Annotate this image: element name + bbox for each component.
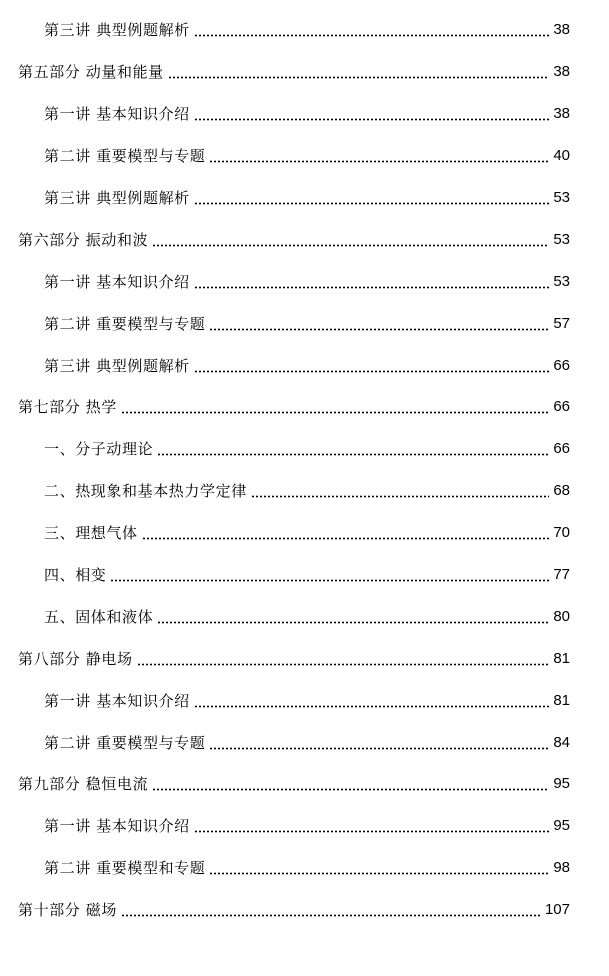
toc-entry-title: 三、理想气体 xyxy=(44,524,138,543)
toc-entry[interactable] xyxy=(0,595,609,637)
dot-leader xyxy=(209,160,549,163)
toc-entry-page: 38 xyxy=(553,21,570,39)
toc-entry-title: 第一讲 基本知识介绍 xyxy=(44,817,190,836)
toc-entry-title: 第八部分 静电场 xyxy=(18,649,133,668)
toc-entry-page: 53 xyxy=(553,272,570,290)
dot-leader xyxy=(209,328,549,331)
dot-leader xyxy=(121,411,549,414)
toc-entry-title: 第九部分 稳恒电流 xyxy=(18,775,149,794)
dot-leader xyxy=(194,830,550,833)
toc-entry-page: 95 xyxy=(553,817,570,835)
toc-entry-page: 70 xyxy=(553,524,570,542)
toc-entry-page: 66 xyxy=(553,440,570,458)
dot-leader xyxy=(194,118,550,121)
toc-entry-title: 第二讲 重要模型与专题 xyxy=(44,147,206,166)
toc-entry[interactable] xyxy=(0,470,609,512)
toc-entry-title: 第二讲 重要模型和专题 xyxy=(44,859,206,878)
toc-entry-title: 第五部分 动量和能量 xyxy=(18,63,164,82)
toc-entry-title: 五、固体和液体 xyxy=(44,607,154,626)
toc-entry[interactable] xyxy=(0,260,609,302)
dot-leader xyxy=(121,914,541,917)
toc-entry-title: 第二讲 重要模型与专题 xyxy=(44,733,206,752)
dot-leader xyxy=(194,34,550,37)
toc-entry[interactable] xyxy=(0,679,609,721)
toc-entry-title: 第一讲 基本知识介绍 xyxy=(44,691,190,710)
toc-entry-page: 66 xyxy=(553,398,570,416)
toc-entry[interactable] xyxy=(0,554,609,596)
toc-entry[interactable] xyxy=(0,721,609,763)
toc-entry-title: 第三讲 典型例题解析 xyxy=(44,356,190,375)
toc-entry-title: 二、热现象和基本热力学定律 xyxy=(44,482,247,501)
toc-entry[interactable] xyxy=(0,763,609,805)
dot-leader xyxy=(137,663,550,666)
toc-entry-page: 80 xyxy=(553,607,570,625)
toc-entry[interactable] xyxy=(0,9,609,51)
toc-entry-page: 81 xyxy=(553,649,570,667)
toc-entry-title: 第三讲 典型例题解析 xyxy=(44,189,190,207)
dot-leader xyxy=(194,370,550,373)
toc-entry[interactable] xyxy=(0,637,609,679)
dot-leader xyxy=(152,788,549,791)
toc-entry[interactable] xyxy=(0,51,609,93)
toc-entry-page: 68 xyxy=(553,482,570,500)
dot-leader xyxy=(194,705,550,708)
toc-entry-page: 40 xyxy=(553,147,570,165)
toc-entry-title: 一、分子动理论 xyxy=(44,440,154,459)
toc-entry-title: 第十部分 磁场 xyxy=(18,901,117,920)
dot-leader xyxy=(157,621,549,624)
toc-entry[interactable] xyxy=(0,512,609,554)
dot-leader xyxy=(152,244,549,247)
toc-entry-title: 第二讲 重要模型与专题 xyxy=(44,314,206,333)
toc-entry-title: 第七部分 热学 xyxy=(18,398,117,417)
toc-entry-page: 53 xyxy=(553,189,570,206)
toc-entry-page: 38 xyxy=(553,105,570,123)
toc-entry[interactable] xyxy=(0,889,609,931)
toc-entry[interactable] xyxy=(0,386,609,428)
toc-entry-page: 66 xyxy=(553,356,570,374)
toc-entry[interactable] xyxy=(0,302,609,344)
toc-entry[interactable] xyxy=(0,428,609,470)
toc-entry-page: 57 xyxy=(553,314,570,332)
toc-entry[interactable] xyxy=(0,93,609,135)
dot-leader xyxy=(168,76,550,79)
toc-entry-title: 第三讲 典型例题解析 xyxy=(44,21,190,40)
dot-leader xyxy=(194,202,550,205)
toc-entry[interactable] xyxy=(0,218,609,260)
dot-leader xyxy=(209,872,549,875)
dot-leader xyxy=(209,747,549,750)
toc-entry-page: 98 xyxy=(553,859,570,877)
toc-entry[interactable] xyxy=(0,135,609,177)
dot-leader xyxy=(157,453,549,456)
toc-entry[interactable] xyxy=(0,177,609,219)
dot-leader xyxy=(142,537,550,540)
toc-entry-page: 107 xyxy=(544,901,570,919)
toc-entry-title: 第一讲 基本知识介绍 xyxy=(44,105,190,124)
toc-entry-page: 95 xyxy=(553,775,570,793)
toc-entry-page: 53 xyxy=(553,230,570,248)
toc-entry[interactable] xyxy=(0,344,609,386)
toc-entry[interactable] xyxy=(0,805,609,847)
toc-entry[interactable] xyxy=(0,847,609,889)
dot-leader xyxy=(194,286,550,289)
toc-entry-title: 四、相变 xyxy=(44,566,107,585)
toc-entry-page: 84 xyxy=(553,733,570,751)
dot-leader xyxy=(251,495,550,498)
dot-leader xyxy=(110,579,549,582)
toc-entry-page: 77 xyxy=(553,566,570,584)
toc-entry-title: 第一讲 基本知识介绍 xyxy=(44,272,190,291)
toc-entry-title: 第六部分 振动和波 xyxy=(18,230,149,249)
toc-entry-page: 81 xyxy=(553,691,570,709)
toc-entry-page: 38 xyxy=(553,63,570,81)
